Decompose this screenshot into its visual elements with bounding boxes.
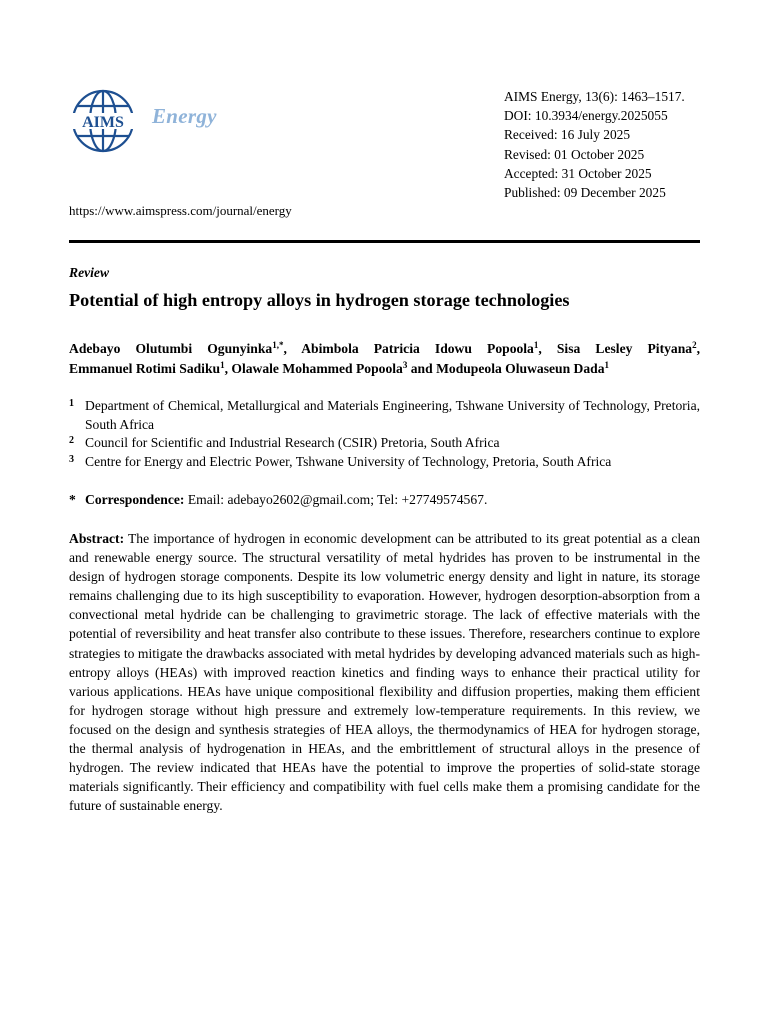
correspondence-details[interactable]: Email: adebayo2602@gmail.com; Tel: +27749574567.	[187, 492, 488, 507]
author-affiliation-mark: 1	[533, 340, 539, 350]
author-name: Abimbola Patricia Idowu Popoola	[301, 341, 534, 356]
author-affiliation-mark: 1,	[272, 340, 279, 350]
doi[interactable]: DOI: 10.3934/energy.2025055	[504, 108, 668, 124]
author-name: Modupeola Oluwaseun Dada	[436, 360, 605, 376]
affiliation-number: 2	[69, 435, 74, 446]
author-name: Sisa Lesley Pityana	[556, 341, 693, 356]
logo-text: AIMS	[82, 114, 124, 131]
affiliation-number: 3	[69, 453, 74, 465]
correspondence-star: *	[69, 492, 76, 507]
abstract-text: The importance of hydrogen in economic development can be attributed to its great potential as a clean and renewable energy source. The structural versatility of metal hydrides has proven to be instrumental in the design of hydrogen storage components. Despite its low volumetric energy density and light in nature, its storage remains challenging due to its high susceptibility to evaporation. However, hydrogen desorption-absorption from a convectional metal hydride can be challenging to gravimetric storage. The lack of effective materials with the potential of reversibility and heat transfer also contribute to these issues. Therefore, researchers continue to explore strategies to mitigate the drawbacks associated with metal hydrides by developing advanced materials such as high-entropy alloys (HEAs) with improved reaction kinetics and finding ways to enhance their practical utility for various applications. HEAs have unique compositional flexibility and diffusion properties, making them efficient for hydrogen storage without high pressure and extremely low-temperature requirements. In this review, we focused on the design and synthesis strategies of HEA alloys, the thermodynamics of HEA for hydrogen storage, the thermal analysis of hydrogenation in HEAs, and the embrittlement of structural alloys in the presence of hydrogen. The review indicated that HEAs have the potential to improve the properties of solid-state storage materials significantly. Their efficiency and compatibility with fuel cells make them a promising candidate for the future of sustainable energy.	[69, 531, 701, 814]
author-separator: ,	[538, 341, 542, 356]
publication-info	[504, 87, 685, 202]
author-affiliation-mark: 3	[402, 359, 408, 370]
author-separator: ,	[696, 341, 700, 356]
author-name: Olawale Mohammed Popoola	[231, 360, 403, 376]
journal-url-link[interactable]: https://www.aimspress.com/journal/energy	[69, 203, 292, 218]
affiliation-text: Centre for Energy and Electric Power, Tshwane University of Technology, Pretoria, South Africa	[85, 453, 612, 469]
article-type: Review	[69, 265, 110, 280]
author-affiliation-mark: 1	[220, 359, 225, 370]
abstract-label: Abstract:	[69, 531, 125, 546]
affiliation-number: 1	[69, 398, 74, 409]
published-date: Published: 09 December 2025	[504, 185, 666, 201]
revised-date: Revised: 01 October 2025	[504, 146, 645, 162]
author-name: Adebayo Olutumbi Ogunyinka	[69, 341, 273, 356]
affiliation-item	[69, 397, 700, 434]
header-divider	[69, 240, 700, 243]
author-list	[69, 339, 700, 378]
corresponding-author-mark: *	[278, 340, 284, 350]
author-affiliation-mark: 1	[604, 359, 610, 370]
affiliation-item	[69, 434, 700, 453]
author-affiliation-mark: 2	[692, 340, 697, 350]
affiliation-text: Council for Scientific and Industrial Research (CSIR) Pretoria, South Africa	[85, 435, 500, 450]
author-separator: ,	[283, 341, 287, 356]
author-separator: ,	[224, 360, 228, 376]
article-title: Potential of high entropy alloys in hydrogen storage technologies	[69, 290, 570, 310]
affiliation-list	[69, 397, 700, 471]
correspondence-label: Correspondence:	[85, 492, 185, 507]
author-conjunction: and	[410, 360, 433, 376]
author-name: Emmanuel Rotimi Sadiku	[69, 360, 221, 376]
received-date: Received: 16 July 2025	[504, 127, 631, 143]
accepted-date: Accepted: 31 October 2025	[504, 165, 652, 181]
journal-logo	[68, 88, 228, 154]
affiliation-item	[69, 453, 700, 472]
abstract	[69, 529, 700, 815]
correspondence	[69, 492, 487, 508]
citation: AIMS Energy, 13(6): 1463–1517.	[504, 89, 685, 104]
affiliation-text: Department of Chemical, Metallurgical and Materials Engineering, Tshwane University of Technology, Pretoria, South Africa	[85, 398, 700, 432]
journal-name: Energy	[152, 104, 217, 128]
globe-logo-icon	[68, 88, 138, 154]
